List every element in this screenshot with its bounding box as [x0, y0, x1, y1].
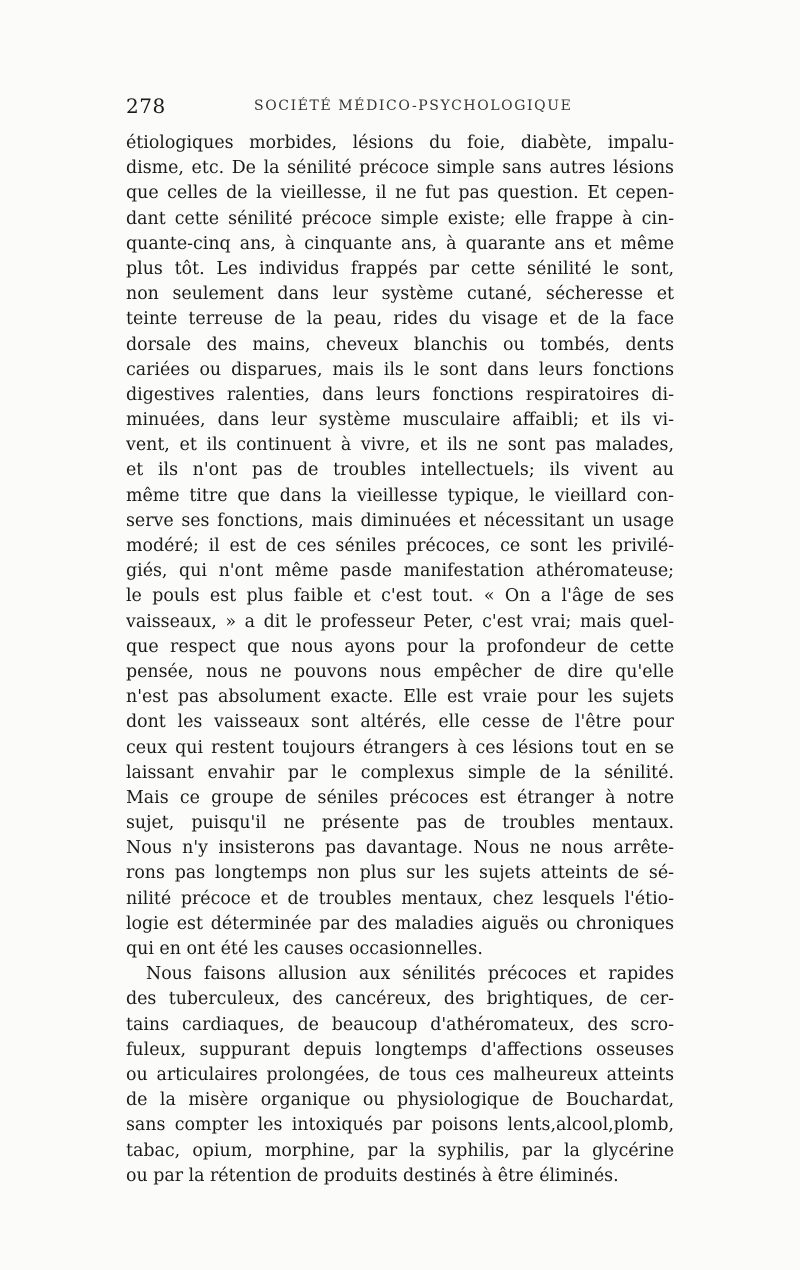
text-line: rons pas longtemps non plus sur les sujets atteints de sé-: [126, 863, 674, 884]
text-line: Nous n'y insisterons pas davantage. Nous ne nous arrête-: [126, 838, 674, 859]
text-line: et ils n'ont pas de troubles intellectuels; ils vivent au: [126, 460, 674, 481]
text-line: pensée, nous ne pouvons nous empêcher de dire qu'elle: [126, 661, 674, 682]
text-line: modéré; il est de ces séniles précoces, ce sont les privilé-: [126, 536, 674, 556]
running-head: SOCIÉTÉ MÉDICO-PSYCHOLOGIQUE: [254, 98, 573, 114]
text-line: sujet, puisqu'il ne présente pas de troubles mentaux.: [126, 813, 674, 834]
text-line: vent, et ils continuent à vivre, et ils ne sont pas malades,: [126, 435, 674, 456]
text-line: non seulement dans leur système cutané, sécheresse et: [126, 284, 674, 305]
text-line: le pouls est plus faible et c'est tout. « On a l'âge de ses: [126, 586, 674, 607]
text-line: sans compter les intoxiqués par poisons lents,alcool,plomb,: [126, 1115, 674, 1136]
text-line: plus tôt. Les individus frappés par cette sénilité le sont,: [126, 258, 674, 279]
paragraph: [126, 131, 674, 962]
text-line: Mais ce groupe de séniles précoces est étranger à notre: [126, 787, 674, 808]
page-number: 278: [126, 94, 166, 118]
text-line: ou par la rétention de produits destinés à être éliminés.: [126, 1165, 619, 1186]
body-text: [126, 131, 674, 1189]
text-line: logie est déterminée par des maladies aiguës ou chroniques: [126, 913, 674, 934]
text-line: cariées ou disparues, mais ils le sont dans leurs fonctions: [126, 359, 674, 380]
text-line: teinte terreuse de la peau, rides du visage et de la face: [126, 309, 674, 330]
text-line: vaisseaux, » a dit le professeur Peter, c'est vrai; mais quel-: [126, 611, 674, 632]
text-line: étiologiques morbides, lésions du foie, diabète, impalu-: [126, 133, 674, 153]
text-line: disme, etc. De la sénilité précoce simple sans autres lésions: [126, 158, 674, 179]
page-header: [126, 94, 686, 120]
text-line: que celles de la vieillesse, il ne fut pas question. Et cepen-: [126, 183, 674, 204]
text-line: digestives ralenties, dans leurs fonctions respiratoires di-: [126, 384, 674, 405]
text-line: nilité précoce et de troubles mentaux, chez lesquels l'étio-: [126, 888, 674, 909]
text-line: dont les vaisseaux sont altérés, elle cesse de l'être pour: [126, 712, 674, 733]
paragraph: [126, 962, 674, 1189]
text-line: minuées, dans leur système musculaire affaibli; et ils vi-: [126, 410, 674, 431]
text-line: tains cardiaques, de beaucoup d'athéromateux, des scro-: [126, 1014, 674, 1035]
text-line: ceux qui restent toujours étrangers à ces lésions tout en se: [126, 737, 674, 758]
text-line: dorsale des mains, cheveux blanchis ou tombés, dents: [126, 334, 674, 355]
text-line: giés, qui n'ont même pasde manifestation athéromateuse;: [126, 561, 674, 582]
text-line: serve ses fonctions, mais diminuées et nécessitant un usage: [126, 510, 674, 531]
text-line: fuleux, suppurant depuis longtemps d'affections osseuses: [126, 1039, 674, 1060]
text-line: quante-cinq ans, à cinquante ans, à quarante ans et même: [126, 233, 674, 254]
text-line: de la misère organique ou physiologique de Bouchardat,: [126, 1090, 674, 1111]
text-line: Nous faisons allusion aux sénilités précoces et rapides: [146, 964, 674, 985]
text-line: que respect que nous ayons pour la profondeur de cette: [126, 636, 674, 657]
text-line: n'est pas absolument exacte. Elle est vraie pour les sujets: [126, 687, 674, 708]
text-line: ou articulaires prolongées, de tous ces malheureux atteints: [126, 1064, 674, 1085]
text-line: même titre que dans la vieillesse typique, le vieillard con-: [126, 485, 674, 506]
text-line: laissant envahir par le complexus simple de la sénilité.: [126, 762, 674, 783]
text-line: qui en ont été les causes occasionnelles.: [126, 939, 483, 959]
text-line: dant cette sénilité précoce simple existe; elle frappe à cin-: [126, 208, 674, 229]
text-line: des tuberculeux, des cancéreux, des brightiques, de cer-: [126, 989, 674, 1010]
text-line: tabac, opium, morphine, par la syphilis, par la glycérine: [126, 1140, 674, 1161]
